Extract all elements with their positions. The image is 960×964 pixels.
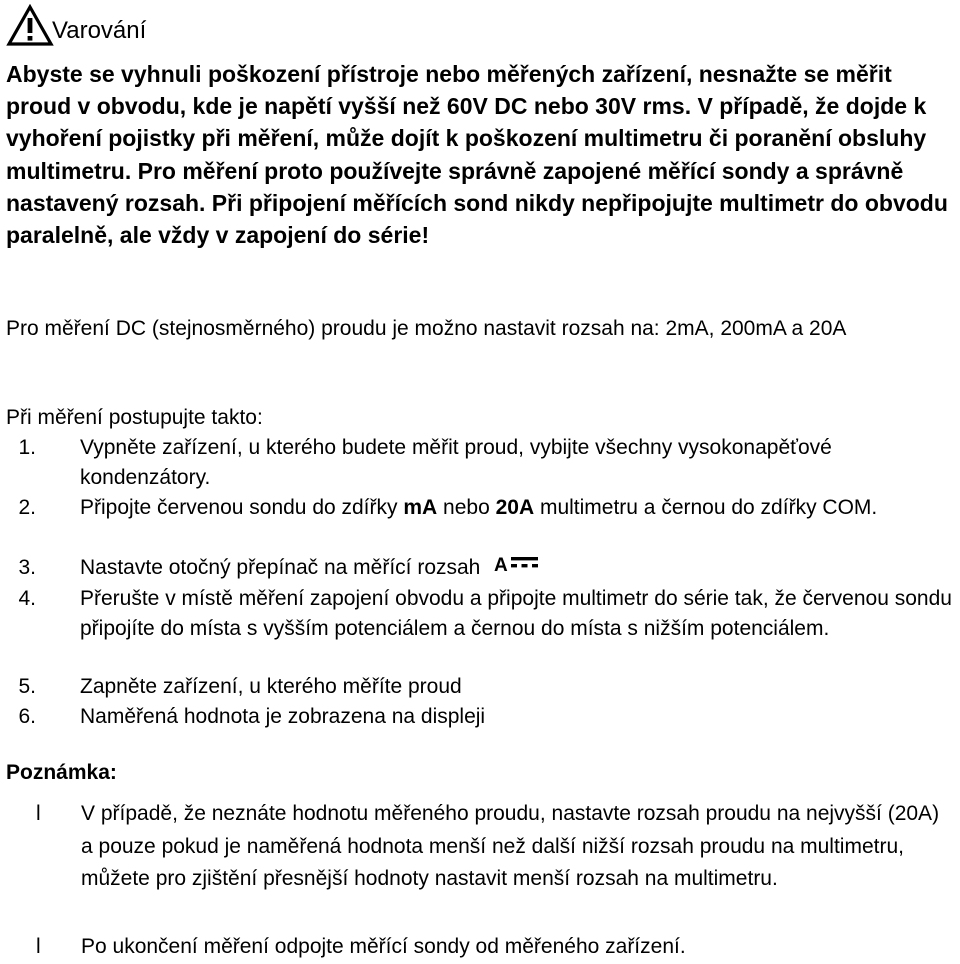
step-text-part: multimetru a černou do zdířky COM. — [534, 496, 878, 519]
socket-ma-label: mA — [403, 496, 438, 519]
note-item-1 — [6, 798, 956, 896]
warning-heading — [6, 0, 146, 46]
step-1 — [6, 433, 956, 493]
steps-title: Při měření postupujte takto: — [6, 406, 263, 429]
step-number: 4. — [18, 587, 36, 610]
step-text-part: Připojte červenou sondu do zdířky — [80, 496, 404, 519]
step-text-part: Nastavte otočný přepínač na měřící rozsah — [80, 556, 481, 579]
socket-20a-label: 20A — [495, 496, 535, 519]
step-5 — [6, 672, 956, 702]
step-number: 2. — [18, 496, 36, 519]
note-title: Poznámka: — [6, 761, 117, 784]
warning-triangle-icon — [6, 4, 54, 46]
step-text: Vypněte zařízení, u kterého budete měřit proud, vybijte všechny vysokonapěťové kondenzátory. — [80, 436, 832, 489]
note-item-2 — [6, 931, 956, 964]
step-number: 6. — [18, 705, 36, 728]
step-text: Přerušte v místě měření zapojení obvodu a připojte multimetr do série tak, že červenou sondu připojíte do místa s vyšším potenciálem a černou do místa s nižším potenciálem. — [80, 587, 952, 640]
step-number: 3. — [18, 556, 36, 579]
bullet-marker: l — [36, 935, 41, 958]
step-text-part: nebo — [437, 496, 496, 519]
bullet-marker: l — [36, 802, 41, 825]
step-4 — [6, 584, 956, 644]
step-text — [80, 493, 956, 523]
dc-symbol-letter: A — [494, 555, 509, 576]
step-text: Zapněte zařízení, u kterého měříte proud — [80, 675, 462, 698]
note-text: V případě, že neznáte hodnotu měřeného proudu, nastavte rozsah proudu na nejvyšší (20A) a pouze pokud je naměřená hodnota menší než další nižší rozsah proudu na multimetru, můžete pro zjištění přesnější hodnoty nastavit menší rozsah na multimetru. — [81, 802, 940, 890]
warning-text: Abyste se vyhnuli poškození přístroje nebo měřených zařízení, nesnažte se měřit proud v obvodu, kde je napětí vyšší než 60V DC nebo 30V rms. V případě, že dojde k vyhoření pojistky při měření, může dojít k poškození multimetru či poranění obsluhy multimetru. Pro měření proto používejte správně zapojené měřící sondy a správně nastavený rozsah. Při připojení měřících sond nikdy nepřipojujte multimetr do obvodu paralelně, ale vždy v zapojení do série! — [6, 61, 948, 249]
step-3 — [6, 553, 956, 583]
step-6 — [6, 702, 956, 732]
step-number: 1. — [18, 436, 36, 459]
step-text — [80, 553, 956, 583]
intro-paragraph: Pro měření DC (stejnosměrného) proudu je možno nastavit rozsah na: 2mA, 200mA a 20A — [6, 317, 847, 340]
step-number: 5. — [18, 675, 36, 698]
step-2 — [6, 493, 956, 523]
warning-title: Varování — [52, 17, 147, 44]
note-text: Po ukončení měření odpojte měřící sondy od měřeného zařízení. — [81, 935, 686, 958]
dc-current-symbol-icon — [494, 554, 540, 576]
step-text: Naměřená hodnota je zobrazena na displeji — [80, 705, 486, 728]
warning-text-block — [6, 58, 956, 251]
